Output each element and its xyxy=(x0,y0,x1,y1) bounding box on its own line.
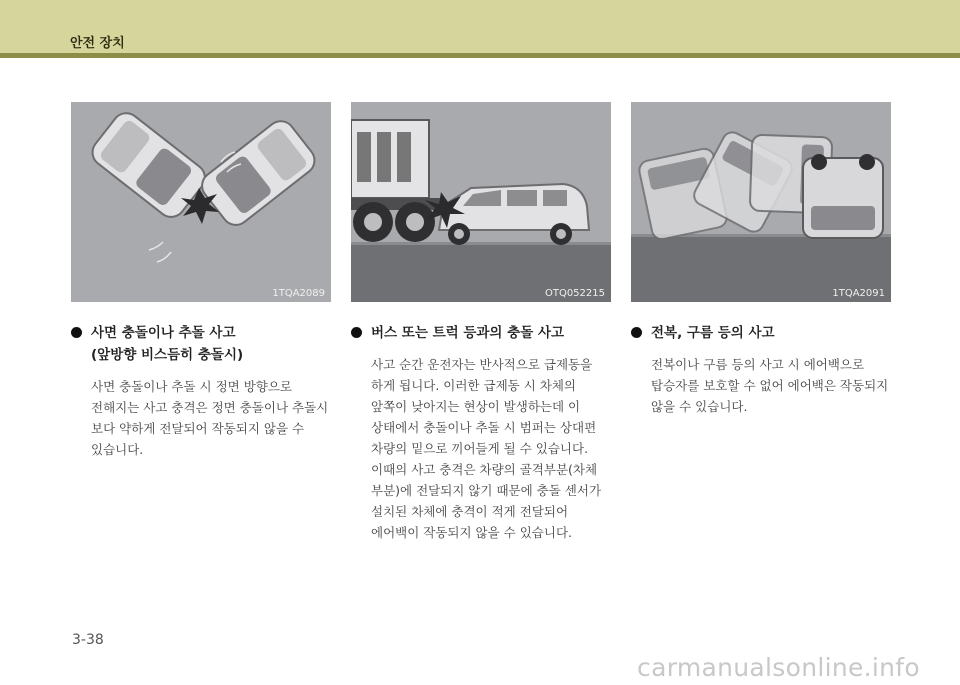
bullet-icon xyxy=(631,327,642,338)
page-header xyxy=(0,0,960,56)
section-rollover xyxy=(631,322,893,417)
bullet-heading xyxy=(631,322,893,344)
figure-angled-collision xyxy=(71,102,331,302)
bullet-icon xyxy=(71,327,82,338)
bullet-heading xyxy=(351,322,613,344)
section-angled-collision xyxy=(71,322,333,460)
figure-truck-collision xyxy=(351,102,611,302)
body-paragraph: 사면 충돌이나 추돌 시 정면 방향으로 전해지는 사고 충격은 정면 충돌이나 추돌시 보다 약하게 전달되어 작동되지 않을 수 있습니다. xyxy=(91,379,329,457)
figure-rollover xyxy=(631,102,891,302)
rollover-illustration xyxy=(631,102,891,302)
figure-code: OTQ052215 xyxy=(544,288,605,299)
figure-code: 1TQA2089 xyxy=(272,288,325,299)
truck-collision-illustration xyxy=(351,102,611,302)
bullet-icon xyxy=(351,327,362,338)
section-truck-collision xyxy=(351,322,613,543)
heading-line-1: 버스 또는 트럭 등과의 충돌 사고 xyxy=(371,325,565,341)
header-rule xyxy=(0,53,960,58)
heading-line-1: 전복, 구름 등의 사고 xyxy=(651,325,775,341)
angled-collision-illustration xyxy=(71,102,331,302)
page-number: 3-38 xyxy=(72,632,104,648)
heading-line-1: 사면 충돌이나 추돌 사고 xyxy=(91,325,236,341)
bullet-heading xyxy=(71,322,333,366)
figure-code: 1TQA2091 xyxy=(832,288,885,299)
heading-line-2: (앞방향 비스듬히 충돌시) xyxy=(91,347,244,363)
body-paragraph: 사고 순간 운전자는 반사적으로 급제동을 하게 됩니다. 이러한 급제동 시 차체의 앞쪽이 낮아지는 현상이 발생하는데 이 상태에서 충돌이나 추돌 시 범퍼는 상대편 차량의 밑으로 끼어들게 될 수 있습니다. 이때의 사고 충격은 차량의 골격부분(차체 부분)에 전달되지 않기 때문에 충돌 센서가 설치된 차체에 충격이 적게 전달되어 에어백이 작동되지 않을 수 있습니다. xyxy=(371,357,602,540)
section-title: 안전 장치 xyxy=(70,36,125,51)
body-paragraph: 전복이나 구름 등의 사고 시 에어백으로 탑승자를 보호할 수 없어 에어백은 작동되지 않을 수 있습니다. xyxy=(651,357,889,414)
watermark: carmanualsonline.info xyxy=(637,653,920,682)
